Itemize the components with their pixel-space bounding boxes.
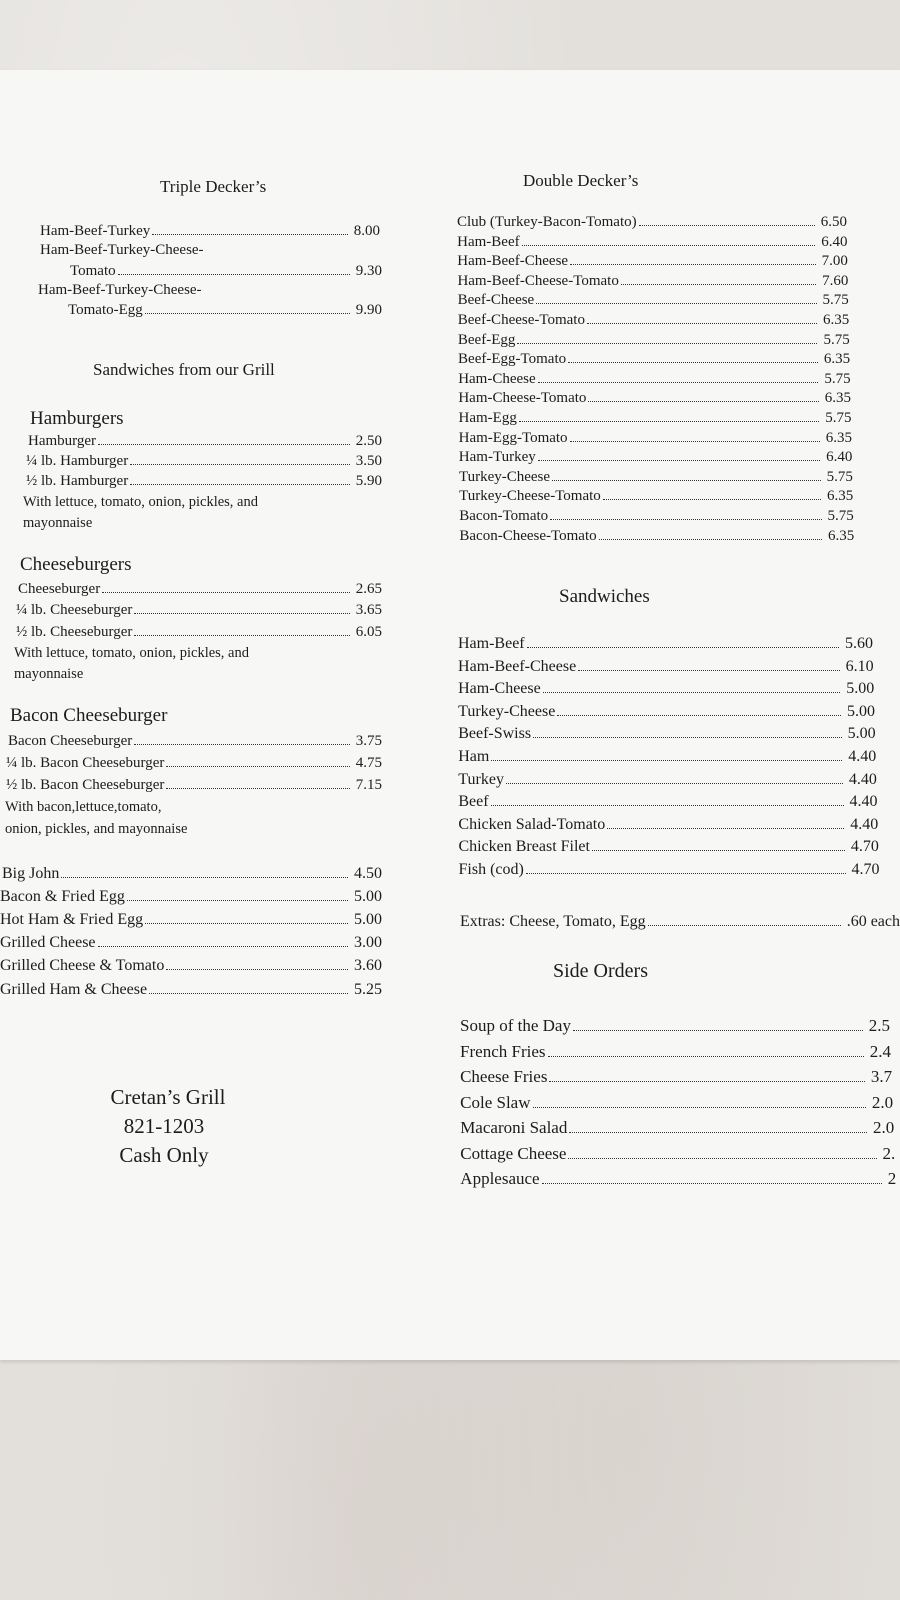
menu-item: ¼ lb. Cheeseburger 3.65	[16, 602, 382, 618]
menu-item: Tomato 9.30	[70, 263, 382, 279]
menu-item: Big John 4.50	[2, 865, 382, 882]
menu-item-price: 2.5	[868, 1016, 890, 1035]
bacon-cheeseburger-note-2: onion, pickles, and mayonnaise	[5, 821, 188, 837]
menu-item	[458, 816, 878, 834]
menu-item-name: Ham-Turkey	[458, 449, 536, 466]
menu-item-name: Chicken Salad-Tomato	[458, 815, 606, 833]
menu-item-price: 2	[887, 1169, 897, 1188]
menu-item-name: Beef-Cheese	[457, 292, 535, 309]
grill-title: Sandwiches from our Grill	[93, 360, 275, 379]
menu-item	[458, 370, 850, 388]
menu-item-price: 5.00	[846, 702, 875, 720]
menu-item-name: Beef-Egg-Tomato	[458, 351, 567, 368]
menu-item: Grilled Cheese & Tomato 3.60	[0, 957, 382, 974]
menu-item-price: 4.40	[850, 815, 879, 833]
menu-item-name-line: Ham-Beef-Turkey-Cheese-	[38, 282, 202, 298]
menu-item-price: 6.35	[824, 390, 852, 407]
hamburgers-note-1: With lettuce, tomato, onion, pickles, and	[23, 494, 258, 510]
menu-item-name: Ham-Egg	[458, 410, 517, 426]
menu-item-price: 5.75	[823, 331, 850, 348]
menu-item	[457, 233, 847, 251]
menu-item: Grilled Ham & Cheese 5.25	[0, 981, 382, 998]
menu-item	[458, 389, 851, 407]
menu-item-price: 2.0	[871, 1092, 894, 1112]
menu-item: Bacon Cheeseburger 3.75	[8, 733, 382, 749]
menu-item	[458, 725, 875, 743]
menu-item-price: 4.40	[849, 793, 878, 811]
menu-item-name: Beef-Swiss	[458, 725, 532, 743]
menu-item-name: Ham-Beef	[458, 635, 525, 652]
menu-item-price: 4.40	[848, 770, 877, 788]
menu-item-name: Soup of the Day	[460, 1016, 571, 1035]
menu-item-price: 7.00	[821, 253, 848, 270]
menu-item-name: Ham-Beef-Cheese-Tomato	[457, 272, 619, 289]
menu-item-price: 5.75	[825, 410, 852, 426]
menu-item-name: Applesauce	[460, 1169, 540, 1188]
menu-item	[458, 748, 876, 766]
menu-item	[460, 1068, 892, 1086]
menu-item-price: 6.35	[823, 312, 850, 328]
menu-item-price: 5.60	[845, 635, 873, 652]
sandwiches-title: Sandwiches	[559, 586, 650, 607]
menu-item-name: Ham-Beef-Cheese	[458, 657, 577, 675]
menu-item: ¼ lb. Bacon Cheeseburger 4.75	[6, 755, 382, 771]
restaurant-name: Cretan’s Grill	[110, 1085, 226, 1109]
extras-row: Extras: Cheese, Tomato, Egg .60 each	[460, 913, 900, 930]
menu-item	[459, 487, 853, 505]
menu-item-name: Chicken Breast Filet	[458, 838, 590, 856]
menu-item-price: 5.00	[847, 725, 876, 743]
menu-item	[458, 838, 878, 856]
menu-item-name: Ham-Cheese	[458, 370, 536, 387]
menu-item-price: 6.35	[827, 488, 854, 505]
menu-item	[458, 291, 849, 309]
bacon-cheeseburger-title: Bacon Cheeseburger	[10, 705, 168, 726]
hamburgers-title: Hamburgers	[30, 408, 124, 429]
menu-item	[460, 1043, 891, 1061]
menu-item	[459, 527, 854, 545]
menu-item-price: 5.75	[826, 468, 853, 485]
menu-item	[458, 793, 877, 811]
menu-item-price: 6.35	[823, 351, 851, 368]
menu-item-name: Ham-Cheese-Tomato	[458, 390, 587, 407]
menu-item-price: 6.35	[825, 429, 852, 446]
menu-item-price: 4.40	[848, 748, 877, 765]
menu-item	[460, 1145, 895, 1163]
menu-item-price: 5.75	[827, 508, 854, 524]
menu-item: ½ lb. Hamburger 5.90	[26, 473, 382, 489]
menu-item-name: Ham-Beef-Cheese	[457, 253, 569, 270]
menu-item-price: 2.	[882, 1143, 896, 1163]
cheeseburgers-note-2: mayonnaise	[14, 666, 84, 682]
menu-item-price: 3.7	[870, 1067, 893, 1086]
menu-item: Ham-Beef-Turkey 8.00	[40, 223, 380, 239]
menu-item-price: 6.40	[826, 449, 853, 466]
menu-item	[458, 350, 850, 368]
menu-item: Cheeseburger 2.65	[18, 581, 382, 597]
menu-item-name: Cottage Cheese	[460, 1143, 567, 1163]
menu-item-price: 5.00	[846, 680, 875, 698]
menu-sheet	[0, 70, 900, 1360]
menu-item-price: 7.60	[822, 272, 849, 289]
side-orders-title: Side Orders	[553, 960, 648, 982]
menu-item-price: 6.35	[827, 527, 855, 544]
menu-item	[458, 658, 874, 676]
menu-item	[460, 1094, 893, 1112]
menu-item-name: Bacon-Tomato	[459, 508, 549, 524]
menu-item-name: Beef-Egg	[457, 331, 516, 348]
menu-item	[459, 468, 853, 486]
menu-item-price: 2.4	[869, 1041, 892, 1061]
menu-item	[458, 331, 850, 349]
menu-item-price: 2.0	[872, 1118, 895, 1137]
menu-item-price: 6.40	[821, 233, 848, 250]
menu-item	[459, 429, 852, 447]
menu-item-name: French Fries	[460, 1041, 546, 1061]
hamburgers-note-2: mayonnaise	[23, 515, 93, 531]
menu-item	[458, 771, 877, 789]
menu-item: ¼ lb. Hamburger 3.50	[26, 453, 382, 469]
menu-item-name: Turkey	[458, 770, 504, 788]
menu-item-name: Turkey-Cheese	[458, 702, 556, 720]
menu-item	[457, 272, 848, 290]
menu-item: Bacon & Fried Egg 5.00	[0, 888, 382, 905]
menu-item	[459, 409, 852, 427]
menu-item-price: 4.70	[850, 838, 879, 856]
menu-item	[460, 1119, 894, 1137]
payment-note: Cash Only	[119, 1143, 209, 1167]
menu-item-price: 6.50	[820, 214, 847, 230]
menu-item-name: Beef-Cheese-Tomato	[457, 312, 585, 328]
menu-item: Tomato-Egg 9.90	[68, 302, 382, 318]
menu-item	[458, 703, 875, 721]
menu-item-name: Beef	[458, 793, 489, 811]
menu-item-name: Ham	[458, 748, 490, 765]
menu-item-name: Turkey-Cheese-Tomato	[459, 488, 601, 505]
menu-item-price: 5.75	[824, 370, 851, 387]
cheeseburgers-title: Cheeseburgers	[20, 554, 132, 575]
menu-item: ½ lb. Cheeseburger 6.05	[16, 624, 382, 640]
cheeseburgers-note-1: With lettuce, tomato, onion, pickles, and	[14, 645, 249, 661]
menu-item	[460, 1017, 890, 1035]
menu-item-name: Cheese Fries	[460, 1067, 548, 1086]
menu-item-price: 5.75	[822, 292, 849, 309]
menu-item: Grilled Cheese 3.00	[0, 934, 382, 951]
menu-item	[459, 507, 854, 525]
triple-decker-title: Triple Decker’s	[160, 177, 267, 196]
menu-item-name: Bacon-Cheese-Tomato	[459, 527, 597, 544]
menu-item	[459, 448, 853, 466]
menu-item	[460, 1170, 896, 1188]
double-decker-title: Double Decker’s	[523, 171, 639, 190]
menu-item	[458, 311, 850, 329]
menu-item-name: Ham-Beef	[457, 233, 520, 250]
menu-item-price: 4.70	[851, 861, 880, 878]
menu-item-name: Macaroni Salad	[460, 1118, 568, 1137]
menu-item-name: Fish (cod)	[458, 861, 524, 878]
menu-item-price: 6.10	[845, 657, 874, 675]
menu-item	[457, 213, 847, 231]
menu-item: Hamburger 2.50	[28, 433, 382, 449]
menu-item-name: Ham-Cheese	[458, 680, 541, 698]
menu-item: ½ lb. Bacon Cheeseburger 7.15	[6, 777, 382, 793]
menu-item: Hot Ham & Fried Egg 5.00	[0, 911, 382, 928]
restaurant-phone: 821-1203	[123, 1114, 205, 1138]
menu-item-name: Ham-Egg-Tomato	[458, 429, 568, 446]
menu-item	[458, 635, 873, 653]
menu-item-name-line: Ham-Beef-Turkey-Cheese-	[40, 242, 204, 258]
menu-item	[459, 861, 880, 879]
menu-item	[457, 252, 848, 270]
menu-item	[458, 680, 874, 698]
menu-item-name: Turkey-Cheese	[458, 468, 551, 485]
menu-item-name: Cole Slaw	[460, 1092, 531, 1112]
bacon-cheeseburger-note-1: With bacon,lettuce,tomato,	[5, 799, 162, 815]
menu-item-name: Club (Turkey-Bacon-Tomato)	[457, 214, 637, 230]
